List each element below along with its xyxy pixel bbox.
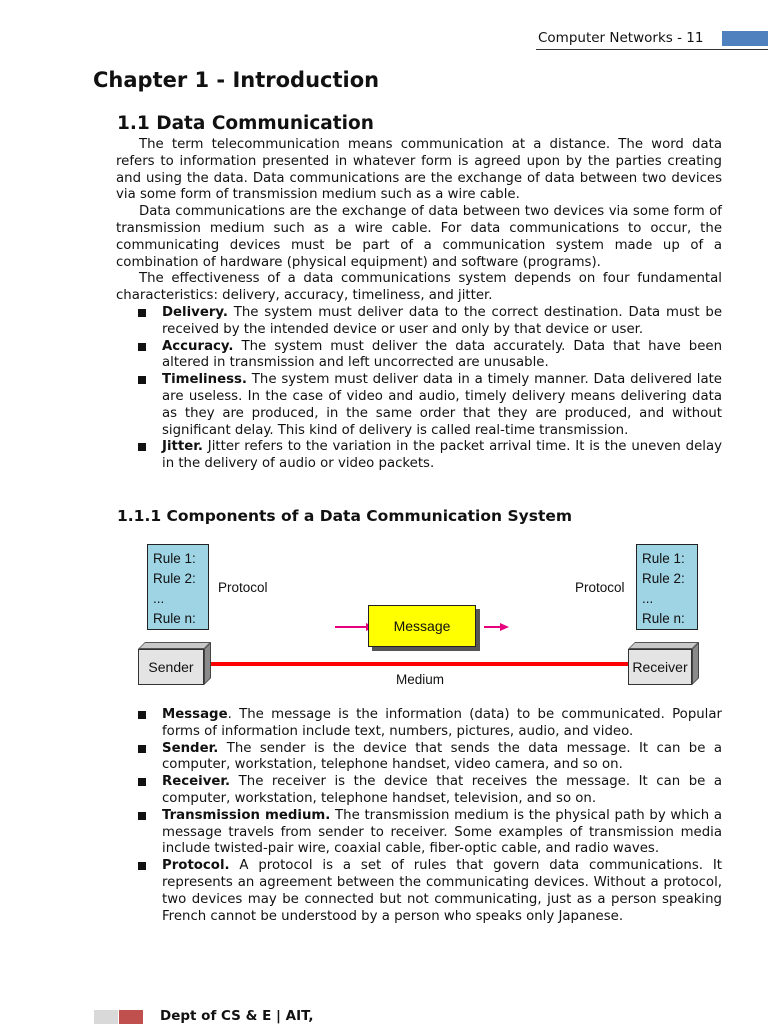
paragraph: The term telecommunication means communication at a distance. The word data refers to information presented in whatever form is agreed upon by the parties creating and using the data. Data communications are the exchange of data between two devices via some form of transmission medium such as a wire cable. (116, 137, 722, 203)
rule-line: ... (642, 591, 654, 606)
bullet-text: . The message is the information (data) to be communicated. Popular forms of information include text, numbers, pictures, audio, and video. (162, 707, 722, 739)
subsection-title: 1.1.1 Components of a Data Communication System (117, 507, 573, 525)
sender-protocol-label: Protocol (218, 580, 268, 595)
rule-line: ... (153, 591, 165, 606)
outgoing-arrow-head-icon (500, 623, 509, 631)
rule-line: Rule n: (642, 611, 685, 626)
section-title: 1.1 Data Communication (117, 113, 374, 134)
list-item (116, 858, 722, 925)
header-rule (536, 49, 768, 50)
bullet-square-icon (138, 812, 146, 820)
rule-line: Rule n: (153, 611, 196, 626)
footer-text: Dept of CS & E | AIT, (160, 1008, 314, 1024)
bullet-square-icon (138, 443, 146, 451)
characteristics-list (116, 305, 722, 473)
bullet-square-icon (138, 862, 146, 870)
bullet-term: Transmission medium. (162, 807, 331, 823)
bullet-term: Protocol. (162, 858, 230, 874)
list-item (116, 741, 722, 775)
bullet-term: Timeliness. (162, 372, 247, 388)
bullet-term: Delivery. (162, 304, 228, 320)
medium-label: Medium (396, 672, 445, 687)
receiver-top-face (628, 642, 699, 649)
bullet-square-icon (138, 711, 146, 719)
header-accent-bar (722, 31, 768, 46)
page-number: 11 (686, 30, 704, 46)
rule-line: Rule 1: (642, 551, 685, 566)
list-item (116, 439, 722, 473)
list-item (116, 774, 722, 808)
receiver-device: Receiver (628, 649, 692, 685)
list-item (116, 339, 722, 373)
rule-line: Rule 1: (153, 551, 196, 566)
list-item (116, 808, 722, 858)
list-item (116, 372, 722, 439)
paragraph: Data communications are the exchange of data between two devices via some form of transmission medium such as a wire cable. For data communications to occur, the communicating devices must be part of a communication system made up of a combination of hardware (physical equipment) and software (programs). (116, 204, 722, 270)
footer-grey-block (94, 1010, 118, 1024)
sender-side-face (204, 642, 211, 685)
bullet-text: Jitter refers to the variation in the packet arrival time. It is the uneven delay in the delivery of audio or video packets. (162, 439, 722, 472)
bullet-text: The system must deliver data in a timely manner. Data delivered late are useless. In the case of video and audio, timely delivery means delivering data as they are produced, in the same order that they are produced, and without significant delay. This kind of delivery is called real-time transmission. (162, 372, 722, 438)
section-body (116, 137, 722, 473)
bullet-term: Jitter. (162, 439, 203, 455)
bullet-text: The receiver is the device that receives the message. It can be a computer, workstation, telephone handset, television, and so on. (162, 774, 722, 806)
sender-device: Sender (138, 649, 204, 685)
sender-top-face (138, 642, 211, 649)
bullet-term: Accuracy. (162, 338, 234, 354)
message-box: Message (368, 605, 476, 647)
bullet-text: The transmission medium is the physical path by which a message travels from sender to receiver. Some examples of transmission media include twisted-pair wire, coaxial cable, fiber-optic cable, and radio waves. (162, 807, 722, 857)
bullet-square-icon (138, 778, 146, 786)
bullet-term: Sender. (162, 740, 219, 756)
bullet-text: The sender is the device that sends the data message. It can be a computer, workstation, telephone handset, video camera, and so on. (162, 740, 722, 773)
receiver-side-face (692, 642, 699, 685)
chapter-title: Chapter 1 - Introduction (93, 68, 380, 92)
list-item (116, 305, 722, 339)
bullet-square-icon (138, 343, 146, 351)
components-list (116, 707, 722, 925)
paragraph: The effectiveness of a data communications system depends on four fundamental characteristics: delivery, accuracy, timeliness, and jitter. (116, 271, 722, 304)
receiver-protocol-label: Protocol (575, 580, 625, 595)
bullet-term: Receiver. (162, 774, 231, 790)
components-body (116, 707, 722, 925)
bullet-square-icon (138, 309, 146, 317)
bullet-text: The system must deliver data to the correct destination. Data must be received by the intended device or user and only by that device or user. (162, 304, 722, 337)
bullet-text: The system must deliver the data accurately. Data that have been altered in transmission and left uncorrected are unusable. (162, 338, 722, 371)
rule-line: Rule 2: (153, 571, 196, 586)
rule-line: Rule 2: (642, 571, 685, 586)
bullet-square-icon (138, 745, 146, 753)
bullet-term: Message (162, 707, 228, 722)
bullet-square-icon (138, 376, 146, 384)
bullet-text: A protocol is a set of rules that govern data communications. It represents an agreement between the communicating devices. Without a protocol, two devices may be connected but not communicating, just as a person speaking French cannot be understood by a person who speaks only Japanese. (162, 858, 722, 924)
components-diagram (134, 540, 700, 695)
running-header (538, 30, 703, 46)
header-title: Computer Networks - (538, 30, 687, 46)
footer-red-block (119, 1010, 143, 1024)
list-item (116, 707, 722, 741)
